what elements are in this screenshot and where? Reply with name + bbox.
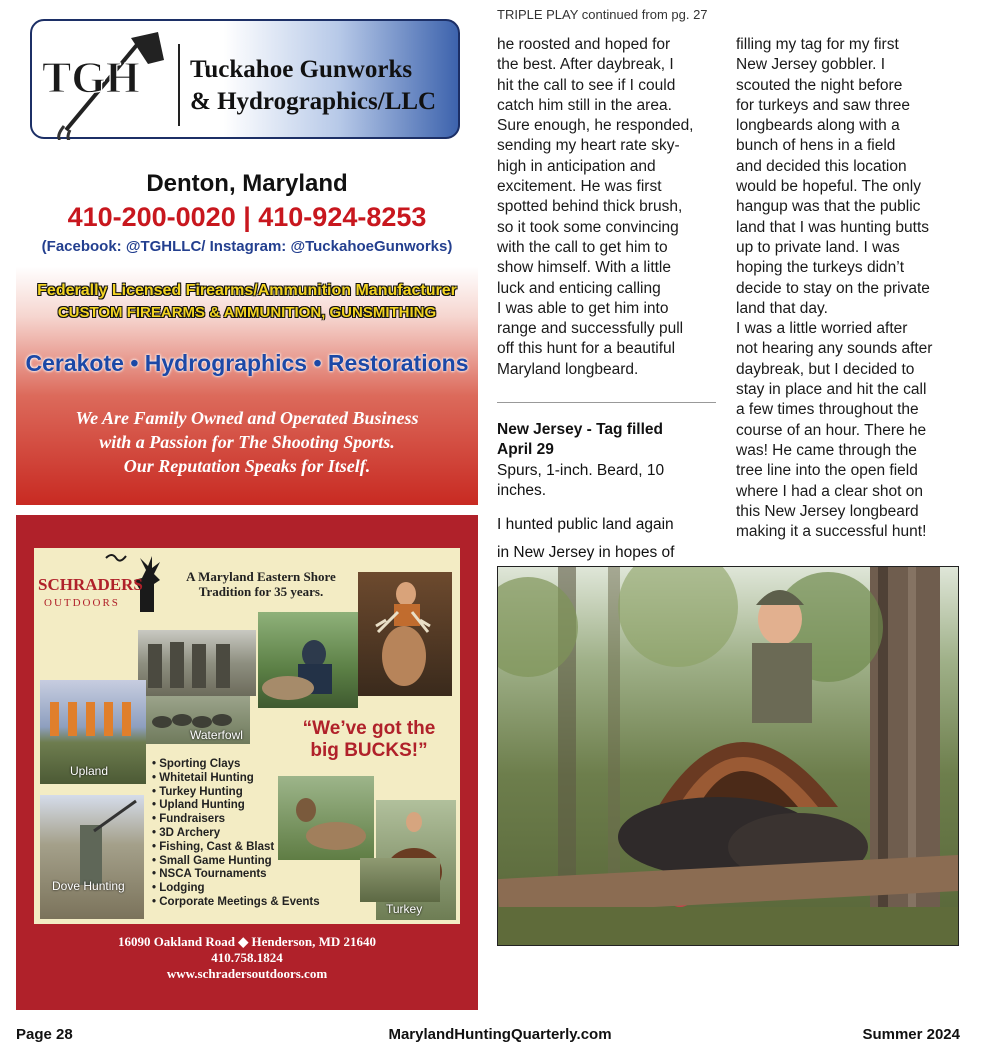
turkey-hunter-illustration [498,567,959,946]
hunters-figures [138,630,256,696]
schraders-logo [36,550,170,620]
big-bucks-slogan [289,718,449,762]
nj-body-line1: I hunted public land again [497,516,674,533]
photo-turkey-flock [360,858,440,902]
caption-dove: Dove Hunting [52,879,125,893]
caption-turkey: Turkey [386,902,423,916]
column-2-line: I was a little worried after [736,320,908,338]
column-1-line: Sure enough, he responded, [497,117,694,135]
column-divider [497,402,716,403]
column-2-line: land that I was hunting butts [736,218,930,236]
schraders-address: 16090 Oakland Road ◆ Henderson, MD 21640 [117,934,377,949]
column-2-line: where I had a clear shot on [736,482,923,500]
photo-hunters-group [138,630,256,696]
schraders-services-list [152,758,320,910]
photo-upland [40,680,146,784]
nj-section-heading [497,420,663,460]
tgh-phone-numbers[interactable]: 410-200-0020 | 410-924-8253 [67,202,427,232]
photo-buck-mount [358,572,452,696]
column-1-line: spotted behind thick brush, [497,198,683,216]
column-2-line: bunch of hens in a field [736,137,896,155]
tgh-company-name-2: & Hydrographics/LLC [190,88,437,115]
article-column-2 [736,35,932,542]
schraders-logo-name: SCHRADERS [38,575,143,594]
column-2-line: and decided this location [736,157,907,175]
column-2-line: daybreak, but I decided to [736,360,915,378]
column-1-line: I was able to get him into [497,299,669,317]
column-1-line: hit the call to see if I could [497,76,676,94]
svg-text:TGH: TGH [42,53,140,102]
schraders-service-item: • Fundraisers [152,813,320,827]
tgh-city: Denton, Maryland [146,170,348,197]
nj-stats-line1: Spurs, 1-inch. Beard, 10 [497,462,665,479]
caption-waterfowl: Waterfowl [190,728,243,742]
photo-waterfowl [146,696,250,744]
column-1-line: catch him still in the area. [497,96,672,114]
schraders-tagline [166,569,356,599]
tgh-tagline-2: with a Passion for The Shooting Sports. [99,432,395,452]
column-1-line: so it took some convincing [497,218,679,236]
column-1-line: excitement. He was first [497,178,662,196]
photo-deer-hunter [258,612,358,708]
schraders-service-item: • Sporting Clays [152,758,320,772]
column-1-line: he roosted and hoped for [497,36,671,53]
column-2-line: for turkeys and saw three [736,96,911,114]
column-2-line: New Jersey gobbler. I [736,56,886,74]
tgh-company-name: Tuckahoe Gunworks [190,56,413,83]
tgh-specialties: CUSTOM FIREARMS & AMMUNITION, GUNSMITHING [57,304,437,321]
schraders-service-item: • Whitetail Hunting [152,772,320,786]
nj-body-text [497,511,674,567]
column-1-line: high in anticipation and [497,157,656,175]
tgh-logo [36,30,176,140]
schraders-website[interactable]: www.schradersoutdoors.com [166,966,328,981]
column-2-line: scouted the night before [736,76,903,94]
column-2-line: longbeards along with a [736,117,900,135]
tgh-services: Cerakote • Hydrographics • Restorations [25,350,469,376]
photo-dove-hunting [40,795,144,919]
column-1-line: sending my heart rate sky- [497,137,680,155]
site-url[interactable]: MarylandHuntingQuarterly.com [388,1026,612,1043]
nj-turkey-stats [497,461,664,502]
column-2-line: stay in place and hit the call [736,381,927,399]
column-1-line: range and successfully pull [497,320,684,338]
tgh-divider [178,44,180,126]
column-2-line: up to private land. I was [736,238,900,256]
column-2-line: course of an hour. There he [736,421,927,439]
page-number: Page 28 [16,1026,73,1043]
column-1-line: luck and enticing calling [497,279,661,297]
schraders-service-item: • Upland Hunting [152,799,320,813]
column-2-line: was! He came through the [736,441,917,459]
column-2-line: hoping the turkeys didn’t [736,259,905,277]
issue-label: Summer 2024 [862,1026,960,1043]
column-2-line: land that day. [736,299,828,317]
tgh-social-handles[interactable]: (Facebook: @TGHLLC/ Instagram: @TuckahoeGunworks) [41,238,453,255]
nj-body-line2: in New Jersey in hopes of [497,544,675,561]
column-2-line: this New Jersey longbeard [736,502,919,520]
column-1-line: with the call to get him to [497,238,668,256]
column-2-line: hangup was that the public [736,198,921,216]
continued-note: TRIPLE PLAY continued from pg. 27 [497,7,708,22]
nj-stats-line2: inches. [497,482,547,500]
column-2-line: filling my tag for my first [736,36,899,53]
schraders-service-item: • Fishing, Cast & Blast [152,841,320,855]
article-column-1 [497,35,694,380]
big-bucks-line1: “We’ve got the [302,718,436,739]
schraders-service-item: • NSCA Tournaments [152,868,320,882]
nj-heading-line1: New Jersey - Tag filled [497,421,663,438]
column-2-line: decide to stay on the private [736,279,930,297]
schraders-tagline-2: Tradition for 35 years. [198,584,324,599]
column-2-line: making it a successful hunt! [736,523,927,541]
caption-upland: Upland [70,764,109,778]
schraders-logo-sub: OUTDOORS [44,597,120,609]
schraders-service-item: • Small Game Hunting [152,855,320,869]
column-2-line: would be hopeful. The only [736,178,921,196]
nj-heading-line2: April 29 [497,441,554,458]
column-1-line: Maryland longbeard. [497,360,639,378]
tgh-tagline: We Are Family Owned and Operated Business [75,408,419,428]
big-bucks-line2: big BUCKS!” [310,740,428,761]
schraders-service-item: • Turkey Hunting [152,786,320,800]
tgh-license: Federally Licensed Firearms/Ammunition Manufacturer [37,282,457,299]
schraders-service-item: • Lodging [152,882,320,896]
schraders-service-item: • Corporate Meetings & Events [152,896,320,910]
column-2-line: not hearing any sounds after [736,340,933,358]
tgh-tagline-3: Our Reputation Speaks for Itself. [123,456,371,476]
column-2-line: tree line into the open field [736,462,918,480]
column-1-line: the best. After daybreak, I [497,56,674,74]
schraders-tagline-1: A Maryland Eastern Shore [186,569,336,584]
schraders-phone[interactable]: 410.758.1824 [211,950,283,965]
turkey-hunter-photo [497,566,959,946]
schraders-service-item: • 3D Archery [152,827,320,841]
column-2-line: a few times throughout the [736,401,919,419]
column-1-line: off this hunt for a beautiful [497,340,676,358]
column-1-line: show himself. With a little [497,259,671,277]
